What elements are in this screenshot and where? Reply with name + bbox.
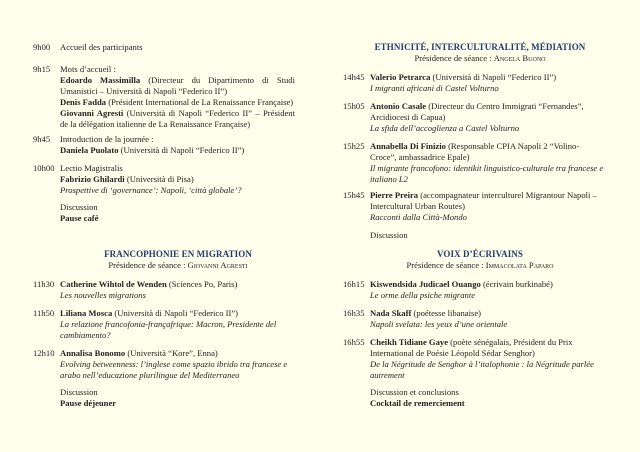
chair-name: Angela Buono [493,53,546,63]
talk-title: La relazione francofonia-françafrique: Macron, Presidente del cambiamento? [60,319,277,340]
speaker-line [60,279,295,290]
speaker-line [370,308,605,319]
speaker-name: Liliana Mosca [60,308,113,318]
break-block [343,230,605,241]
time-label: 15h25 [343,141,365,151]
program-item [33,134,295,156]
time-label: 9h15 [33,64,51,74]
talk-title: Racconti dalla Città-Mondo [370,212,467,222]
discussion-label: Discussion et conclusions [370,387,459,397]
talk-item [33,348,295,381]
chair-name: Giovanni Agresti [187,260,248,270]
talk-item [343,190,605,223]
speaker-affiliation: (écrivain burkinabé) [480,279,553,289]
speaker-affiliation: (Università “Kore”, Enna) [125,348,218,358]
speaker-affiliation: (Responsable CPIA Napoli 2 “Volino-Croce”, ambassadrice Epale) [370,141,580,162]
speaker-affiliation: (Università di Napoli “Federico II” – Président de la délégation italienne de La Renaissance Française) [60,108,295,129]
time-label: 15h45 [343,190,365,200]
time-label: 15h05 [343,101,365,111]
talk-item [33,279,295,301]
chair-label: Présidence de séance : [414,53,492,63]
speaker-line [60,108,295,130]
closing-block [343,387,605,409]
time-label: 16h35 [343,308,365,318]
speaker-name: Pierre Preira [370,190,419,200]
speaker-line [370,141,605,163]
discussion-label: Discussion [60,202,98,212]
talk-item [343,141,605,185]
chair-label: Présidence de séance : [406,260,484,270]
speaker-name: Annalisa Bonomo [60,348,126,358]
section-title: ETHNICITÉ, INTERCULTURALITÉ, MÉDIATION [374,42,586,52]
speaker-line [370,101,605,123]
section-header [349,249,611,271]
talk-title: Il migrante francofono: identikit linguistico-culturale tra francese e italiano L2 [370,163,604,184]
time-label: 16h15 [343,279,365,289]
discussion-label: Discussion [370,230,408,240]
speaker-name: Kiswendsida Judicael Ouango [370,279,481,289]
time-label: 12h10 [33,348,55,358]
item-text: Introduction de la journée : [60,134,154,144]
talk-item [33,308,295,341]
talk-item [343,308,605,330]
speaker-affiliation: (Università di Pisa) [124,174,194,184]
talk-item [343,101,605,134]
speaker-name: Giovanni Agresti [60,108,124,118]
speaker-name: Daniela Puolato [60,145,119,155]
speaker-line [370,279,605,290]
talk-item [343,72,605,94]
time-label: 14h45 [343,72,365,82]
speaker-line [60,348,295,359]
time-label: 9h00 [33,42,51,52]
speaker-name: Annabella Di Finizio [370,141,446,151]
break-block [33,202,295,224]
speaker-line [60,308,295,319]
section-chair [349,53,611,64]
speaker-affiliation: (Università di Napoli “Federico II”) [118,145,245,155]
item-text: Mots d’accueil : [60,64,116,74]
time-label: 16h55 [343,337,365,347]
pause-label: Pause café [60,213,99,223]
speaker-name: Nada Skaff [370,308,412,318]
item-text: Accueil des participants [60,42,143,52]
speaker-line [60,174,295,185]
section-chair [349,260,611,271]
talk-title: Les nouvelles migrations [60,290,146,300]
speaker-affiliation: (Sciences Po, Paris) [166,279,238,289]
speaker-affiliation: (Directeur du Centro Immigrati “Fernandes”, Arcidiocesi di Capua) [370,101,584,122]
speaker-affiliation: (Président International de La Renaissance Française) [106,97,294,107]
speaker-affiliation: (Università di Napoli “Federico II”) [430,72,557,82]
speaker-affiliation: (accompagnateur interculturel Migrantour Napoli – Intercultural Urban Routes) [370,190,597,211]
speaker-name: Cheikh Tidiane Gaye [370,337,449,347]
program-item [33,64,295,130]
speaker-line [370,190,605,212]
speaker-name: Fabrizio Ghilardi [60,174,125,184]
talk-title: I migranti africani di Castel Volturno [370,83,499,93]
time-label: 11h50 [33,308,55,318]
talk-title: Evolving betweenness: l’inglese come spazio ibrido tra francese e arabo nell’educazione plurilingue del Mediterraneo [60,359,288,380]
discussion-label: Discussion [60,387,98,397]
section-header [47,249,309,271]
program-item [33,42,295,53]
section-chair [47,260,309,271]
time-label: 11h30 [33,279,55,289]
talk-title: De la Négritude de Senghor à l’italophonie : la Négritude parlée autrement [370,359,594,380]
speaker-line [60,145,295,156]
cocktail-label: Cocktail de remerciement [370,398,465,408]
talk-item [343,337,605,381]
item-text: Lectio Magistralis [60,163,123,173]
section-header [349,42,611,64]
speaker-name: Edoardo Massimilla [60,75,141,85]
program-item [33,163,295,196]
talk-item [343,279,605,301]
section-title: VOIX D’ÉCRIVAINS [436,249,524,259]
speaker-name: Catherine Wihtol de Wenden [60,279,167,289]
speaker-affiliation: (poète sénégalais, Président du Prix International de Poésie Léopold Sédar Senghor) [370,337,573,358]
speaker-name: Antonio Casale [370,101,427,111]
speaker-affiliation: (poétesse libanaise) [411,308,481,318]
talk-title: Le orme della psiche migrante [370,290,476,300]
break-block [33,387,295,409]
speaker-line [370,337,605,359]
time-label: 9h45 [33,134,51,144]
time-label: 10h00 [33,163,55,173]
chair-label: Présidence de séance : [108,260,186,270]
speaker-name: Denis Fadda [60,97,107,107]
chair-name: Immacolata Paparo [485,260,554,270]
talk-title: Napoli svelata: les yeux d’une orientale [370,319,508,329]
pause-label: Pause déjeuner [60,398,117,408]
talk-title: Prospettive di ‘governance’: Napoli, ‘città globale’? [60,185,242,195]
speaker-line [370,72,605,83]
talk-title: La sfida dell’accoglienza a Castel Volturno [370,123,520,133]
speaker-name: Valerio Petrarca [370,72,431,82]
speaker-line [60,75,295,97]
section-title: FRANCOPHONIE EN MIGRATION [104,249,252,259]
speaker-affiliation: (Directeur du Dipartimento di Studi Umanistici – Università di Napoli “Federico II”) [60,75,295,96]
speaker-line [60,97,295,108]
speaker-affiliation: (Università di Napoli “Federico II”) [112,308,239,318]
